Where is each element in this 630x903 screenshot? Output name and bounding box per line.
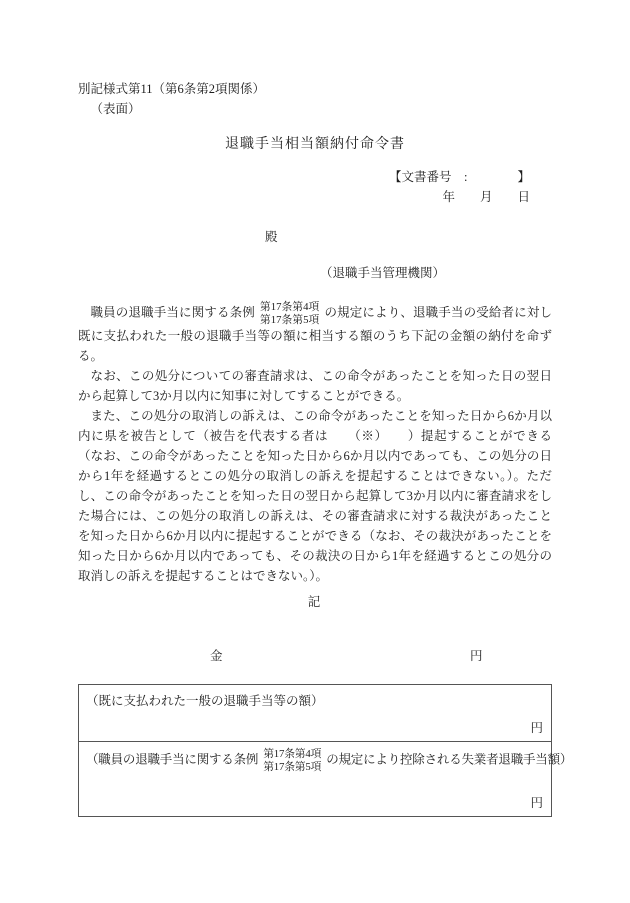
article-reference-stack [260,301,319,326]
paragraph-revocation-suit: また、この処分の取消しの訴えは、この命令があったことを知った日から6か月以内に県を被告として（被告を代表する者は （※） ）提起することができる（なお、この命令があったことを知った日から6か月以内であっても、この処分の日から1年を経過するとこの処分の取消しの訴えを提起することはできない。）。ただし、この命令があったことを知った日の翌日から起算して3か月以内に審査請求をした場合には、この処分の取消しの訴えは、その審査請求に対する裁決があったことを知った日から6か月以内に提起することができる（なお、その裁決があったことを知った日から6か月以内であっても、その裁決の日から1年を経過するとこの処分の取消しの訴えを提起することはできない。）。 [78,409,552,583]
document-body [78,301,552,586]
addressee-honorific: 殿 [265,230,278,244]
amount-line [78,646,552,666]
row-unit-yen: 円 [530,721,543,735]
table-row-paid-allowance [79,685,551,742]
issuer-line [78,263,552,283]
date-field: 年 月 日 [442,190,530,204]
header-right-block [78,167,552,207]
paragraph-payment-order [78,301,552,366]
form-reference: 別記様式第11（第6条第2項関係） [78,82,266,96]
side-label: （表面） [90,102,141,116]
article-stack-bottom: 第17条第5項 [263,760,322,773]
paragraph-text-after: の規定により、退職手当の受給者に対し既に支払われた一般の退職手当等の額に相当する額のうち下記の金額の納付を命ずる。 [78,305,552,363]
table-row-deducted-allowance [79,742,573,816]
row-unit-yen: 円 [530,796,543,810]
paragraph-text-before: 職員の退職手当に関する条例 [90,305,255,320]
ki-marker: 記 [307,595,323,609]
paragraph-review-request: なお、この処分についての審査請求は、この命令があったことを知った日の翌日から起算して3か月以内に知事に対してすることができる。 [78,369,552,403]
row-label [79,742,573,773]
issuer-label: （退職手当管理機関） [320,266,446,280]
article-stack-top: 第17条第4項 [263,748,322,760]
amount-table [78,684,573,817]
article-reference-stack [263,748,321,773]
document-title: 退職手当相当額納付命令書 [225,137,405,152]
article-stack-bottom: 第17条第5項 [259,313,320,326]
amount-prefix: 金 [210,649,223,663]
row-label: （既に支払われた一般の退職手当等の額） [86,694,324,708]
addressee-line [78,227,552,247]
row-label-before: （職員の退職手当に関する条例 [86,752,259,767]
document-content [78,79,573,817]
document-number-field: 【文書番号 : 】 [389,170,530,184]
article-stack-top: 第17条第4項 [259,301,320,313]
amount-suffix: 円 [470,649,483,663]
row-label-after: の規定により控除される失業者退職手当額） [326,752,573,767]
